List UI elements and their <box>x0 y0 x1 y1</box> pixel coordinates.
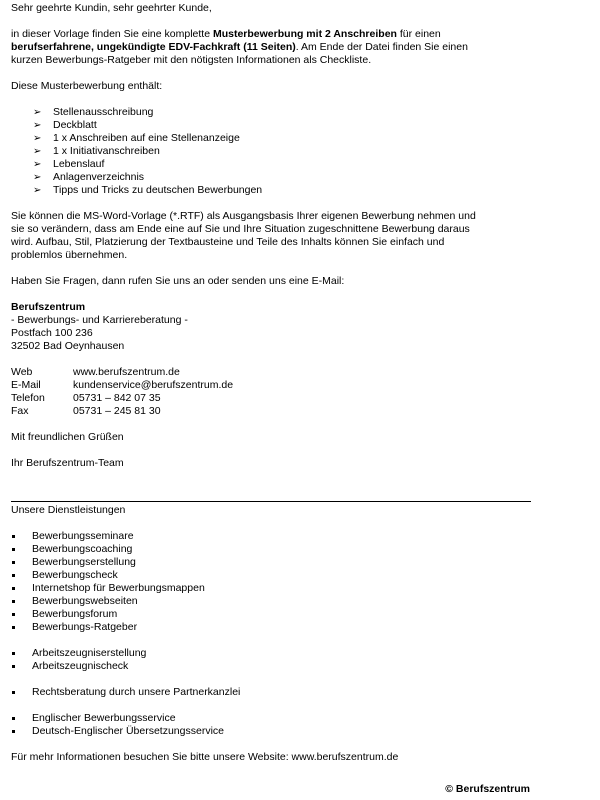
usage-paragraph <box>11 210 531 262</box>
contents-item-label: Anlagenverzeichnis <box>53 171 145 183</box>
service-item <box>11 660 531 673</box>
contact-block <box>11 366 531 418</box>
arrow-bullet-icon: ➢ <box>33 185 42 196</box>
square-bullet-icon <box>12 574 15 577</box>
service-item <box>11 569 531 582</box>
arrow-bullet-icon: ➢ <box>33 146 42 157</box>
service-item <box>11 530 531 543</box>
square-bullet-icon <box>12 535 15 538</box>
contact-label: Fax <box>11 405 29 417</box>
questions-text: Haben Sie Fragen, dann rufen Sie uns an oder senden uns eine E-Mail: <box>11 275 345 287</box>
contents-item-label: Deckblatt <box>53 119 97 131</box>
service-item-label: Arbeitszeugniserstellung <box>32 647 147 659</box>
contents-item <box>33 184 531 197</box>
service-item-label: Rechtsberatung durch unsere Partnerkanzlei <box>32 686 241 698</box>
services-list-application <box>11 530 531 634</box>
services-list-english <box>11 712 531 738</box>
service-item <box>11 712 531 725</box>
arrow-bullet-icon: ➢ <box>33 159 42 170</box>
contents-item <box>33 106 531 119</box>
contents-item-label: Lebenslauf <box>53 158 105 170</box>
service-item <box>11 647 531 660</box>
usage-line: sie so verändern, dass am Ende eine auf Sie und Ihre Situation zugeschnittene Bewerbung daraus <box>11 223 470 235</box>
square-bullet-icon <box>12 548 15 551</box>
closing: Mit freundlichen Grüßen <box>11 431 124 443</box>
contact-row <box>11 366 531 379</box>
company-city: 32502 Bad Oeynhausen <box>11 340 125 352</box>
signature: Ihr Berufszentrum-Team <box>11 457 124 469</box>
company-tagline: - Bewerbungs- und Karriereberatung - <box>11 314 188 326</box>
contents-item <box>33 145 531 158</box>
arrow-bullet-icon: ➢ <box>33 120 42 131</box>
service-item-label: Arbeitszeugnischeck <box>32 660 129 672</box>
salutation: Sehr geehrte Kundin, sehr geehrter Kunde, <box>11 2 212 14</box>
service-item <box>11 725 531 738</box>
contents-heading: Diese Musterbewerbung enthält: <box>11 80 163 92</box>
service-item-label: Bewerbungsseminare <box>32 530 134 542</box>
copyright: © Berufszentrum <box>445 783 530 795</box>
contents-item-label: Stellenausschreibung <box>53 106 154 118</box>
contents-item <box>33 171 531 184</box>
intro-paragraph <box>11 28 531 67</box>
section-divider <box>11 501 531 502</box>
service-item-label: Englischer Bewerbungsservice <box>32 712 176 724</box>
square-bullet-icon <box>12 691 15 694</box>
contents-item-label: 1 x Initiativanschreiben <box>53 145 160 157</box>
company-street: Postfach 100 236 <box>11 327 93 339</box>
service-item-label: Bewerbungserstellung <box>32 556 136 568</box>
service-item <box>11 621 531 634</box>
arrow-bullet-icon: ➢ <box>33 172 42 183</box>
service-item-label: Bewerbungscheck <box>32 569 118 581</box>
service-item-label: Bewerbungs-Ratgeber <box>32 621 138 633</box>
service-item-label: Deutsch-Englischer Übersetzungsservice <box>32 725 224 737</box>
intro-text-4: kurzen Bewerbungs-Ratgeber mit den nötigsten Informationen als Checkliste. <box>11 54 372 66</box>
services-list-legal <box>11 686 531 699</box>
services-heading: Unsere Dienstleistungen <box>11 504 126 516</box>
usage-line: problemlos übernehmen. <box>11 249 128 261</box>
usage-line: wird. Aufbau, Stil, Platzierung der Textbausteine und Teile des Inhalts können Sie einfach und <box>11 236 445 248</box>
service-item <box>11 556 531 569</box>
square-bullet-icon <box>12 730 15 733</box>
contact-row <box>11 405 531 418</box>
square-bullet-icon <box>12 626 15 629</box>
square-bullet-icon <box>12 600 15 603</box>
contact-row <box>11 392 531 405</box>
contact-value: www.berufszentrum.de <box>73 366 180 378</box>
service-item <box>11 595 531 608</box>
service-item-label: Bewerbungsforum <box>32 608 118 620</box>
intro-text-3: . Am Ende der Datei finden Sie einen <box>295 41 468 53</box>
square-bullet-icon <box>12 613 15 616</box>
square-bullet-icon <box>12 665 15 668</box>
contact-label: Web <box>11 366 33 378</box>
service-item-label: Bewerbungswebseiten <box>32 595 138 607</box>
usage-line: Sie können die MS-Word-Vorlage (*.RTF) als Ausgangsbasis Ihrer eigenen Bewerbung nehmen und <box>11 210 476 222</box>
service-item-label: Internetshop für Bewerbungsmappen <box>32 582 205 594</box>
contact-row <box>11 379 531 392</box>
contents-item-label: 1 x Anschreiben auf eine Stellenanzeige <box>53 132 240 144</box>
intro-bold-1: Musterbewerbung mit 2 Anschreiben <box>212 28 397 40</box>
website-note: Für mehr Informationen besuchen Sie bitte unsere Website: www.berufszentrum.de <box>11 751 399 763</box>
company-name <box>11 301 531 314</box>
services-section <box>11 504 531 764</box>
services-list-references <box>11 647 531 673</box>
contact-value: kundenservice@berufszentrum.de <box>73 379 234 391</box>
service-item-label: Bewerbungscoaching <box>32 543 133 555</box>
contents-list <box>11 106 531 197</box>
square-bullet-icon <box>12 652 15 655</box>
contact-label: Telefon <box>11 392 45 404</box>
letter-body <box>11 2 531 470</box>
square-bullet-icon <box>12 587 15 590</box>
square-bullet-icon <box>12 717 15 720</box>
arrow-bullet-icon: ➢ <box>33 133 42 144</box>
company-name-text: Berufszentrum <box>11 301 86 313</box>
contents-item-label: Tipps und Tricks zu deutschen Bewerbungen <box>53 184 263 196</box>
intro-text-2: für einen <box>396 28 441 40</box>
square-bullet-icon <box>12 561 15 564</box>
contents-item <box>33 158 531 171</box>
arrow-bullet-icon: ➢ <box>33 107 42 118</box>
contents-item <box>33 119 531 132</box>
intro-bold-2: berufserfahrene, ungekündigte EDV-Fachkraft (11 Seiten) <box>11 41 296 53</box>
intro-text-1: in dieser Vorlage finden Sie eine komplette <box>11 28 213 40</box>
service-item <box>11 543 531 556</box>
service-item <box>11 582 531 595</box>
contact-value: 05731 – 842 07 35 <box>73 392 161 404</box>
contents-item <box>33 132 531 145</box>
service-item <box>11 608 531 621</box>
contact-value: 05731 – 245 81 30 <box>73 405 161 417</box>
service-item <box>11 686 531 699</box>
contact-label: E-Mail <box>11 379 41 391</box>
